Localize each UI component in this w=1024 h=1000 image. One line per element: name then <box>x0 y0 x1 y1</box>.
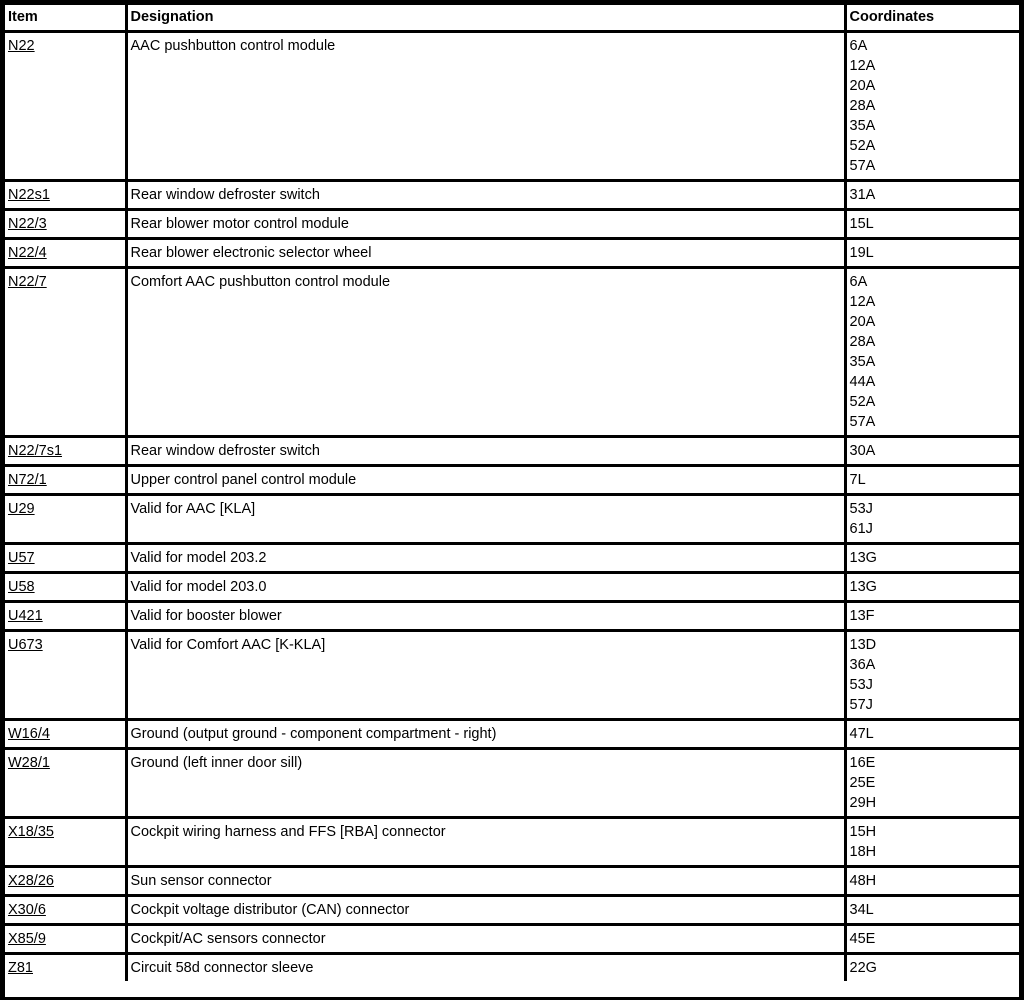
item-link[interactable]: N22/4 <box>8 245 47 261</box>
coordinate-value: 31A <box>849 187 876 203</box>
coordinates-cell <box>845 954 1019 982</box>
coordinate-value: 35A <box>849 118 876 134</box>
coordinate-value: 48H <box>849 873 877 889</box>
designation-cell: Valid for booster blower <box>126 602 845 631</box>
coordinate-value: 53J <box>849 501 873 517</box>
coordinates-cell <box>845 818 1019 867</box>
coordinates-cell <box>845 437 1019 466</box>
header-designation: Designation <box>126 5 845 32</box>
item-cell <box>5 749 126 818</box>
item-cell <box>5 181 126 210</box>
designation-cell: Rear blower motor control module <box>126 210 845 239</box>
coordinate-value: 34L <box>849 902 874 918</box>
coordinate-value: 12A <box>849 58 876 74</box>
item-link[interactable]: N22/7s1 <box>8 443 63 459</box>
coordinate-value: 30A <box>849 443 876 459</box>
table-row <box>5 573 1019 602</box>
item-cell <box>5 573 126 602</box>
item-link[interactable]: Z81 <box>8 960 33 976</box>
coordinate-value: 13D <box>849 637 877 653</box>
coordinates-cell <box>845 896 1019 925</box>
header-row <box>5 5 1019 32</box>
coordinate-value: 57A <box>849 158 876 174</box>
designation-cell: Rear blower electronic selector wheel <box>126 239 845 268</box>
coordinate-value: 45E <box>849 931 876 947</box>
designation-cell: Ground (output ground - component compartment - right) <box>126 720 845 749</box>
coordinate-value: 15L <box>849 216 874 232</box>
component-index-sheet <box>5 5 1019 997</box>
table-row <box>5 239 1019 268</box>
item-cell <box>5 239 126 268</box>
designation-cell: Cockpit/AC sensors connector <box>126 925 845 954</box>
designation-cell: Comfort AAC pushbutton control module <box>126 268 845 437</box>
item-link[interactable]: X18/35 <box>8 824 54 840</box>
coordinate-value: 20A <box>849 78 876 94</box>
designation-cell: Valid for model 203.2 <box>126 544 845 573</box>
designation-cell: AAC pushbutton control module <box>126 32 845 181</box>
coordinate-value: 25E <box>849 775 876 791</box>
coordinates-cell <box>845 631 1019 720</box>
coordinate-value: 12A <box>849 294 876 310</box>
coordinates-cell <box>845 32 1019 181</box>
coordinates-cell <box>845 239 1019 268</box>
coordinate-value: 47L <box>849 726 874 742</box>
table-row <box>5 210 1019 239</box>
table-row <box>5 720 1019 749</box>
coordinates-cell <box>845 573 1019 602</box>
designation-cell: Circuit 58d connector sleeve <box>126 954 845 982</box>
designation-cell: Valid for Comfort AAC [K-KLA] <box>126 631 845 720</box>
coordinate-value: 28A <box>849 98 876 114</box>
item-cell <box>5 602 126 631</box>
coordinate-value: 22G <box>849 960 877 976</box>
designation-cell: Valid for AAC [KLA] <box>126 495 845 544</box>
coordinate-value: 44A <box>849 374 876 390</box>
coordinates-cell <box>845 181 1019 210</box>
item-link[interactable]: X28/26 <box>8 873 54 889</box>
table-row <box>5 749 1019 818</box>
item-link[interactable]: X30/6 <box>8 902 46 918</box>
item-cell <box>5 925 126 954</box>
table-row <box>5 495 1019 544</box>
item-link[interactable]: W16/4 <box>8 726 50 742</box>
coordinate-value: 6A <box>849 274 868 290</box>
item-link[interactable]: N22 <box>8 38 35 54</box>
coordinates-cell <box>845 210 1019 239</box>
item-cell <box>5 818 126 867</box>
table-row <box>5 181 1019 210</box>
item-cell <box>5 631 126 720</box>
header-coordinates: Coordinates <box>845 5 1019 32</box>
designation-cell: Valid for model 203.0 <box>126 573 845 602</box>
table-body <box>5 32 1019 982</box>
table-row <box>5 32 1019 181</box>
item-cell <box>5 544 126 573</box>
coordinate-value: 52A <box>849 394 876 410</box>
coordinate-value: 19L <box>849 245 874 261</box>
coordinate-value: 35A <box>849 354 876 370</box>
designation-cell: Rear window defroster switch <box>126 181 845 210</box>
coordinate-value: 6A <box>849 38 868 54</box>
table-row <box>5 466 1019 495</box>
item-link[interactable]: N22/7 <box>8 274 47 290</box>
designation-cell: Rear window defroster switch <box>126 437 845 466</box>
table-row <box>5 867 1019 896</box>
coordinate-value: 20A <box>849 314 876 330</box>
table-row <box>5 602 1019 631</box>
table-row <box>5 437 1019 466</box>
designation-cell: Ground (left inner door sill) <box>126 749 845 818</box>
coordinates-cell <box>845 466 1019 495</box>
item-cell <box>5 867 126 896</box>
coordinate-value: 7L <box>849 472 866 488</box>
item-link[interactable]: N22/3 <box>8 216 47 232</box>
coordinate-value: 16E <box>849 755 876 771</box>
item-link[interactable]: U57 <box>8 550 35 566</box>
coordinate-value: 28A <box>849 334 876 350</box>
coordinates-cell <box>845 867 1019 896</box>
table-row <box>5 925 1019 954</box>
item-link[interactable]: W28/1 <box>8 755 50 771</box>
table-row <box>5 954 1019 982</box>
table-row <box>5 631 1019 720</box>
coordinates-cell <box>845 602 1019 631</box>
coordinate-value: 18H <box>849 844 877 860</box>
header-item: Item <box>5 5 126 32</box>
designation-cell: Cockpit wiring harness and FFS [RBA] connector <box>126 818 845 867</box>
designation-cell: Upper control panel control module <box>126 466 845 495</box>
coordinates-cell <box>845 749 1019 818</box>
coordinates-cell <box>845 268 1019 437</box>
item-link[interactable]: X85/9 <box>8 931 46 947</box>
item-cell <box>5 268 126 437</box>
table-row <box>5 544 1019 573</box>
item-cell <box>5 32 126 181</box>
designation-cell: Sun sensor connector <box>126 867 845 896</box>
item-cell <box>5 210 126 239</box>
coordinates-cell <box>845 495 1019 544</box>
designation-cell: Cockpit voltage distributor (CAN) connector <box>126 896 845 925</box>
coordinate-value: 36A <box>849 657 876 673</box>
component-index-table <box>5 5 1019 981</box>
coordinate-value: 52A <box>849 138 876 154</box>
coordinate-value: 57J <box>849 697 873 713</box>
coordinates-cell <box>845 544 1019 573</box>
item-cell <box>5 437 126 466</box>
coordinate-value: 29H <box>849 795 877 811</box>
item-link[interactable]: N22s1 <box>8 187 50 203</box>
item-link[interactable]: N72/1 <box>8 472 47 488</box>
item-cell <box>5 896 126 925</box>
item-link[interactable]: U29 <box>8 501 35 517</box>
coordinate-value: 61J <box>849 521 873 537</box>
item-cell <box>5 954 126 982</box>
table-row <box>5 896 1019 925</box>
table-row <box>5 818 1019 867</box>
coordinate-value: 53J <box>849 677 873 693</box>
coordinate-value: 13G <box>849 579 877 595</box>
coordinates-cell <box>845 925 1019 954</box>
item-link[interactable]: U58 <box>8 579 35 595</box>
coordinate-value: 15H <box>849 824 877 840</box>
item-link[interactable]: U673 <box>8 637 43 653</box>
coordinate-value: 13F <box>849 608 875 624</box>
coordinate-value: 57A <box>849 414 876 430</box>
item-cell <box>5 466 126 495</box>
item-link[interactable]: U421 <box>8 608 43 624</box>
coordinates-cell <box>845 720 1019 749</box>
coordinate-value: 13G <box>849 550 877 566</box>
item-cell <box>5 720 126 749</box>
table-row <box>5 268 1019 437</box>
item-cell <box>5 495 126 544</box>
